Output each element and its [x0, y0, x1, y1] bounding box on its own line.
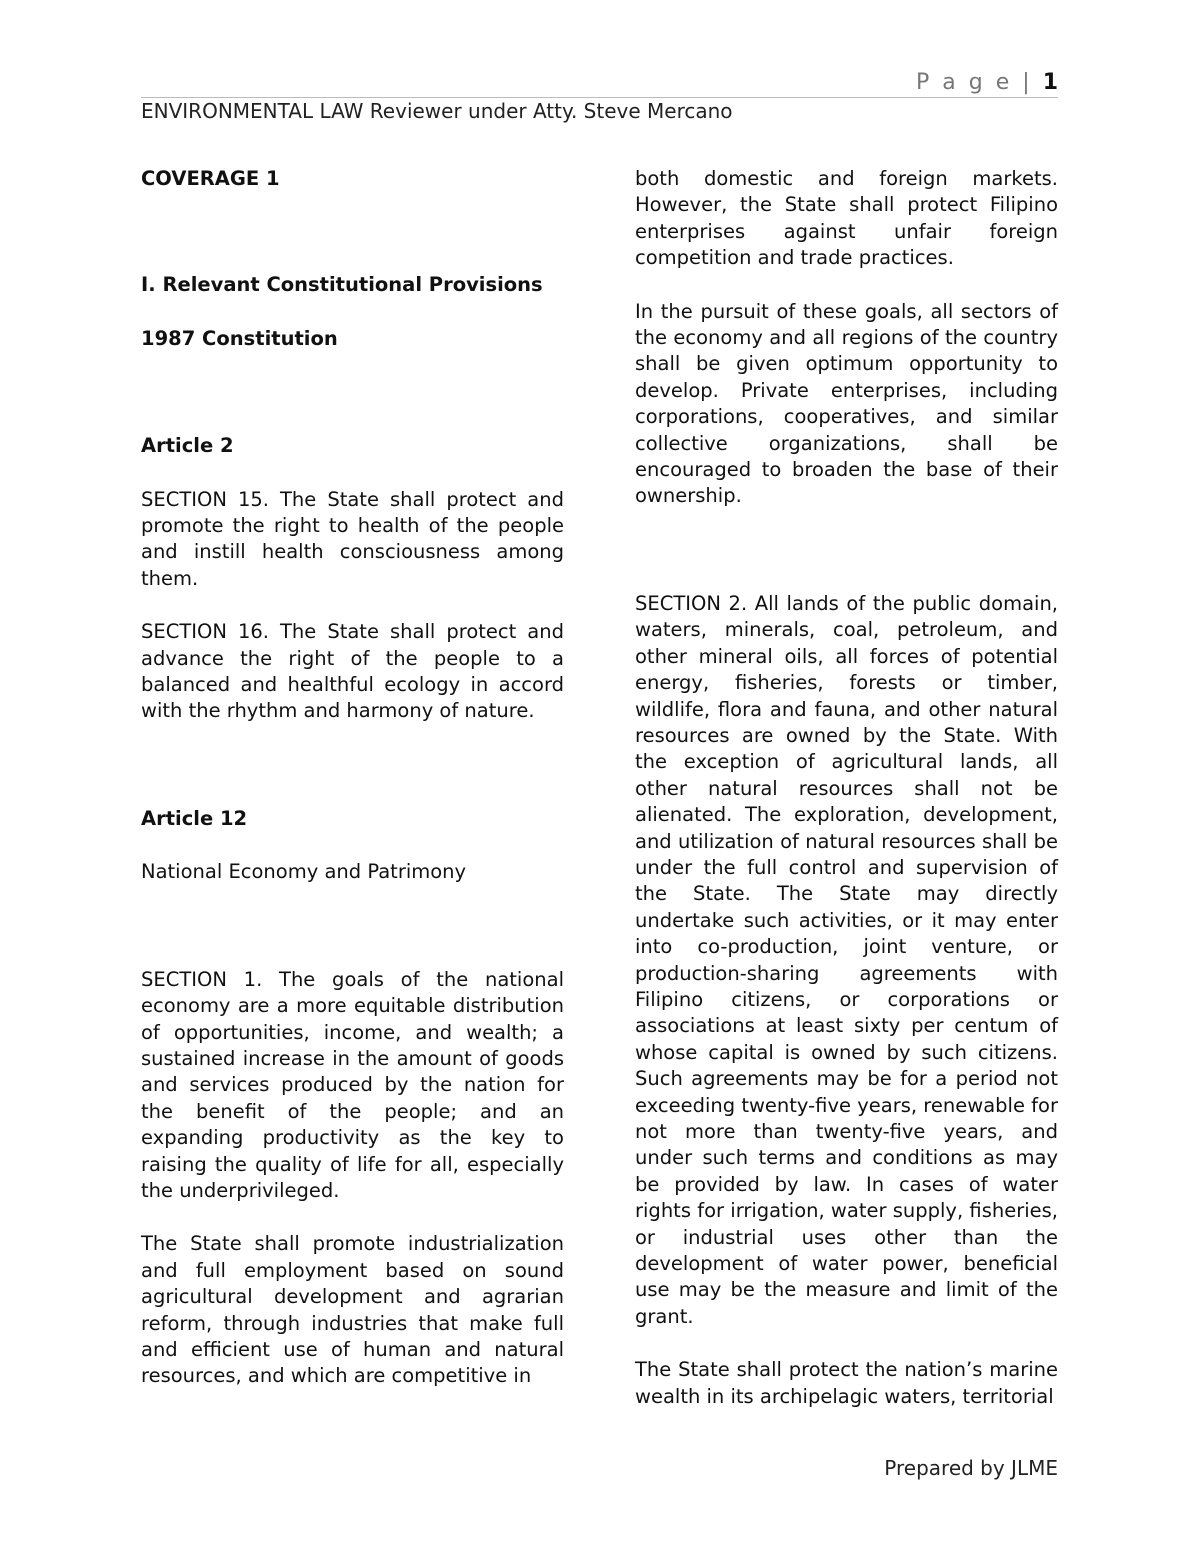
page-label: P a g e |	[916, 70, 1033, 95]
document-title: ENVIRONMENTAL LAW Reviewer under Atty. Steve Mercano	[141, 99, 733, 123]
section-2-paragraph-2: The State shall protect the nation’s marine wealth in its archipelagic waters, territorial	[635, 1358, 1058, 1408]
section-1-paragraph-2: The State shall promote industrialization and full employment based on sound agricultural development and agrarian reform, through industries that make full and efficient use of human and natural resources, and which are competitive in	[141, 1232, 564, 1388]
section-1-paragraph-3: In the pursuit of these goals, all sectors of the economy and all regions of the country shall be given optimum opportunity to develop. Private enterprises, including corporations, cooperatives, and similar collective organizations, shall be encouraged to broaden the base of their ownership.	[635, 299, 1058, 508]
page-number-value: 1	[1042, 70, 1058, 95]
article-2-heading: Article 2	[141, 434, 234, 458]
section-1-paragraph: SECTION 1. The goals of the national economy are a more equitable distribution of opportunities, income, and wealth; a sustained increase in the amount of goods and services produced by the nation for the benefit of the people; and an expanding productivity as the key to raising the quality of life for all, especially the underprivileged.	[141, 967, 564, 1202]
constitution-heading: 1987 Constitution	[141, 326, 338, 350]
section-2-paragraph: SECTION 2. All lands of the public domain, waters, minerals, coal, petroleum, and other mineral oils, all forces of potential energy, fisheries, forests or timber, wildlife, flora and fauna, and other natural resources are owned by the State. With the exception of agricultural lands, all other natural resources shall not be alienated. The exploration, development, and utilization of natural resources shall be under the full control and supervision of the State. The State may directly undertake such activities, or it may enter into co-production, joint venture, or production-sharing agreements with Filipino citizens, or corporations or associations at least sixty per centum of whose capital is owned by such citizens. Such agreements may be for a period not exceeding twenty-five years, renewable for not more than twenty-five years, and under such terms and conditions as may be provided by law. In cases of water rights for irrigation, water supply, fisheries, or industrial uses other than the development of water power, beneficial use may be the measure and limit of the grant.	[635, 591, 1058, 1328]
right-column	[635, 166, 1058, 1410]
section-1-paragraph-2-continued: both domestic and foreign markets. However, the State shall protect Filipino enterprises against unfair foreign competition and trade practices.	[635, 167, 1058, 270]
article-12-subtitle: National Economy and Patrimony	[141, 860, 467, 884]
left-column	[141, 166, 564, 1390]
article-12-heading: Article 12	[141, 806, 248, 830]
section-16-paragraph: SECTION 16. The State shall protect and advance the right of the people to a balanced and healthful ecology in accord with the rhythm and harmony of nature.	[141, 620, 564, 723]
footer-prepared-by: Prepared by JLME	[884, 1456, 1058, 1480]
provisions-heading: I. Relevant Constitutional Provisions	[141, 273, 543, 297]
page-number	[916, 70, 1058, 96]
coverage-heading: COVERAGE 1	[141, 167, 280, 190]
section-15-paragraph: SECTION 15. The State shall protect and promote the right to health of the people and instill health consciousness among them.	[141, 487, 564, 590]
